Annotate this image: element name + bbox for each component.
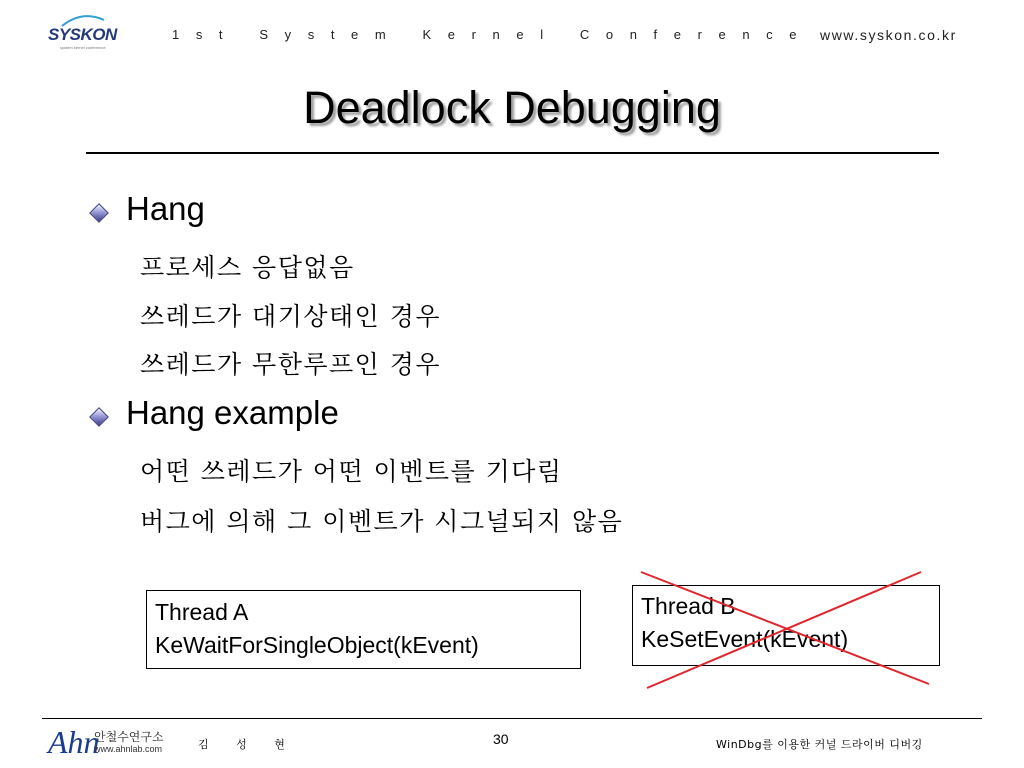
bullet-label: Hang [126,190,205,227]
diamond-bullet-icon [89,407,109,427]
ahnlab-url: www.ahnlab.com [94,744,163,754]
website-url: www.syskon.co.kr [820,27,957,43]
diamond-bullet-icon [89,203,109,223]
red-cross-icon [635,566,935,690]
ahnlab-logo [48,724,173,758]
bullet-label: Hang example [126,394,339,431]
presentation-title: WinDbg를 이용한 커널 드라이버 디버깅 [716,738,923,751]
ahnlab-name: 안철수연구소 [94,730,164,744]
slide-title: Deadlock Debugging [303,82,721,133]
page-number: 30 [493,731,509,747]
sub-item: 버그에 의해 그 이벤트가 시그널되지 않음 [140,507,624,536]
logo-subtext: system kernel conference [60,45,106,50]
thread-a-box [146,590,581,669]
sub-item: 프로세스 응답없음 [140,253,355,282]
conference-name: 1st System Kernel Conference [172,27,814,42]
sub-item: 쓰레드가 무한루프인 경우 [140,350,442,379]
ahnlab-logo-mark: Ahn [48,724,100,760]
author-name: 김 성 현 [198,738,297,751]
thread-b-name: Thread B [641,593,736,619]
thread-a-call: KeWaitForSingleObject(kEvent) [155,632,479,658]
thread-a-name: Thread A [155,599,249,625]
logo-text: SYSKON [48,25,117,44]
sub-item: 쓰레드가 대기상태인 경우 [140,302,442,331]
title-divider [86,152,939,154]
thread-b-call: KeSetEvent(kEvent) [641,626,849,652]
sub-item: 어떤 쓰레드가 어떤 이벤트를 기다림 [140,457,563,486]
syskon-logo [46,14,126,48]
footer-divider [42,718,982,719]
